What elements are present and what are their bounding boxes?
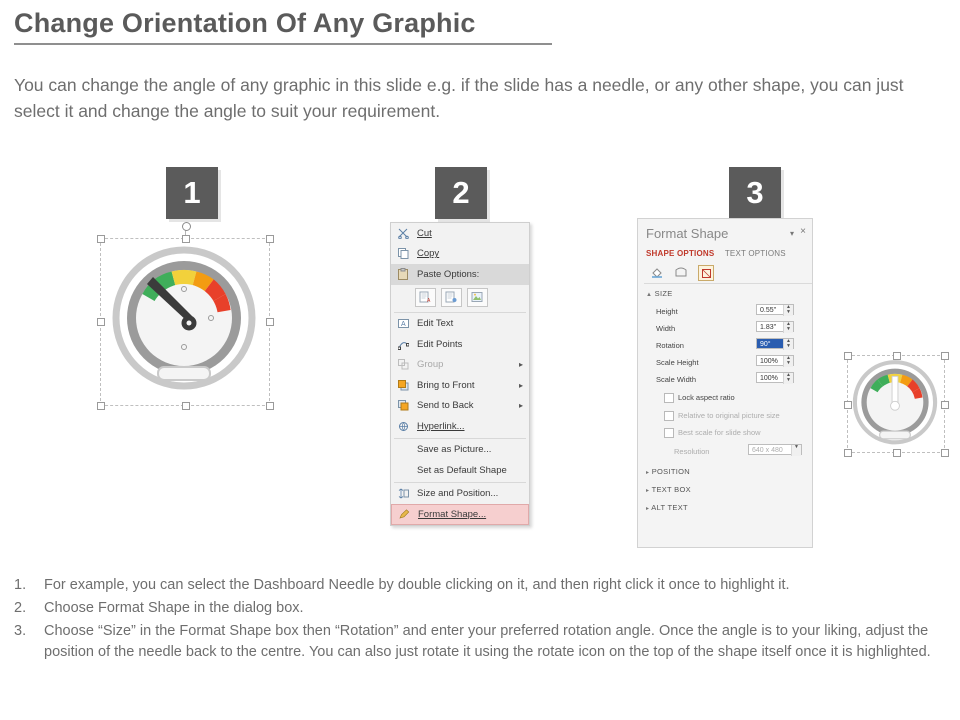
- chevron-right-icon: ▸: [646, 488, 650, 494]
- field-width-label: Width: [656, 324, 676, 333]
- format-shape-title: Format Shape: [646, 226, 729, 241]
- hyperlink-icon: [395, 419, 411, 434]
- field-rotation-input[interactable]: [756, 338, 794, 349]
- chevron-down-icon[interactable]: ▼: [791, 445, 801, 456]
- spinner-rotation-icon[interactable]: ▲ ▼: [783, 339, 793, 350]
- menu-separator-3: [394, 482, 526, 483]
- format-shape-pane[interactable]: [637, 218, 813, 548]
- resize-handle-nw[interactable]: [97, 235, 105, 243]
- close-icon[interactable]: ×: [800, 226, 806, 237]
- menu-item-save-as-picture[interactable]: [391, 440, 529, 461]
- field-width-input[interactable]: [756, 321, 794, 332]
- field-height-input[interactable]: [756, 304, 794, 315]
- instruction-item-3: [14, 621, 944, 663]
- menu-item-paste-options-label: Paste Options:: [417, 268, 480, 280]
- svg-text:A: A: [427, 298, 431, 303]
- field-resolution-value: 640 x 480: [752, 447, 783, 454]
- section-alt-text[interactable]: [646, 503, 688, 512]
- resize-handle-ne[interactable]: [941, 352, 949, 360]
- chevron-right-icon: ▸: [518, 401, 523, 411]
- section-text-box-label: TEXT BOX: [651, 485, 691, 494]
- size-position-icon: [395, 486, 411, 501]
- checkbox-lock-aspect-ratio[interactable]: [664, 393, 674, 403]
- instruction-number-1: 1.: [14, 577, 27, 593]
- bring-front-icon: [395, 378, 411, 393]
- copy-icon: [395, 246, 411, 261]
- field-width-value: 1.83": [760, 324, 777, 331]
- edit-points-icon: [395, 337, 411, 352]
- menu-item-edit-text-label: Edit Text: [417, 318, 454, 330]
- field-scale-height-value: 100%: [760, 358, 778, 365]
- edit-text-icon: [395, 316, 411, 331]
- format-shape-icon-bar[interactable]: [644, 263, 812, 284]
- menu-item-format-shape[interactable]: [391, 504, 529, 525]
- menu-item-size-and-position-label: Size and Position...: [417, 488, 499, 500]
- menu-item-copy[interactable]: [391, 244, 529, 265]
- context-menu[interactable]: [390, 222, 530, 526]
- field-rotation-value: 90°: [760, 341, 771, 348]
- resize-handle-w[interactable]: [97, 318, 105, 326]
- menu-separator-2: [394, 438, 526, 439]
- chevron-right-icon: ▸: [518, 380, 523, 390]
- field-resolution-label: Resolution: [674, 447, 710, 456]
- rotate-handle-icon[interactable]: [182, 222, 191, 231]
- size-properties-icon[interactable]: [698, 265, 714, 281]
- svg-text:A: A: [400, 321, 406, 329]
- chevron-right-icon: ▸: [518, 360, 523, 370]
- resize-handle-s[interactable]: [182, 402, 190, 410]
- menu-item-send-to-back[interactable]: [391, 396, 529, 417]
- menu-item-format-shape-label: Format Shape...: [418, 508, 487, 520]
- menu-item-bring-to-front-label: Bring to Front: [417, 379, 475, 391]
- menu-item-edit-points-label: Edit Points: [417, 338, 463, 350]
- resize-handle-sw[interactable]: [844, 449, 852, 457]
- step-badge-2: 2: [435, 167, 487, 219]
- dashboard-gauge-graphic-step3[interactable]: [849, 358, 941, 450]
- resize-handle-se[interactable]: [266, 402, 274, 410]
- step-badge-3: 3: [729, 167, 781, 219]
- instruction-number-2: 2.: [14, 600, 27, 616]
- field-scale-width-label: Scale Width: [656, 375, 697, 384]
- group-icon: [395, 357, 411, 372]
- page-title: Change Orientation Of Any Graphic: [14, 8, 552, 45]
- fill-bucket-icon[interactable]: [650, 266, 664, 280]
- instruction-item-1: [14, 575, 944, 596]
- checkbox-relative-original-size[interactable]: [664, 411, 674, 421]
- field-height-label: Height: [656, 307, 678, 316]
- menu-item-copy-label: Copy: [417, 248, 440, 260]
- field-scale-width-value: 100%: [760, 375, 778, 382]
- step-badge-1: 1: [166, 167, 218, 219]
- page-subtitle: You can change the angle of any graphic in this slide e.g. if the slide has a needle, or any other shape, you can just select it and change the angle to suit your requirement.: [14, 75, 904, 121]
- menu-item-save-as-picture-label: Save as Picture...: [417, 444, 492, 456]
- format-shape-tabs[interactable]: [646, 249, 786, 258]
- menu-item-group-label: Group: [417, 359, 444, 371]
- tab-text-options[interactable]: TEXT OPTIONS: [724, 249, 786, 258]
- instruction-item-2: [14, 598, 944, 619]
- format-shape-icon: [396, 507, 412, 522]
- menu-item-hyperlink-label: Hyperlink...: [417, 420, 465, 432]
- send-back-icon: [395, 398, 411, 413]
- section-position[interactable]: [646, 467, 690, 476]
- resize-handle-s[interactable]: [893, 449, 901, 457]
- resize-handle-ne[interactable]: [266, 235, 274, 243]
- menu-item-size-and-position[interactable]: [391, 484, 529, 505]
- field-scale-height-input[interactable]: [756, 355, 794, 366]
- instruction-number-3: 3.: [14, 623, 27, 639]
- menu-item-group[interactable]: [391, 355, 529, 376]
- dashboard-gauge-graphic-step1[interactable]: [106, 244, 262, 398]
- resize-handle-e[interactable]: [941, 401, 949, 409]
- blank-icon: [395, 442, 411, 457]
- menu-item-cut[interactable]: [391, 223, 529, 244]
- resize-handle-n[interactable]: [182, 235, 190, 243]
- paste-icon: [395, 267, 411, 282]
- section-size[interactable]: [646, 289, 673, 298]
- resize-handle-se[interactable]: [941, 449, 949, 457]
- section-size-label: SIZE: [654, 289, 673, 298]
- menu-item-hyperlink[interactable]: [391, 416, 529, 437]
- chevron-right-icon: ▸: [646, 470, 650, 476]
- spinner-scale-height-icon[interactable]: ▲ ▼: [783, 356, 793, 367]
- field-height-value: 0.55": [760, 307, 777, 314]
- chevron-right-icon: ▸: [646, 506, 650, 512]
- paste-keep-formatting-icon[interactable]: [415, 288, 436, 307]
- menu-item-paste-options[interactable]: [391, 264, 529, 285]
- section-alt-text-label: ALT TEXT: [651, 503, 688, 512]
- paste-merge-icon[interactable]: [441, 288, 462, 307]
- menu-item-edit-text[interactable]: [391, 314, 529, 335]
- spinner-height-icon[interactable]: ▲ ▼: [783, 305, 793, 316]
- section-position-label: POSITION: [651, 467, 690, 476]
- menu-separator-1: [394, 312, 526, 313]
- tab-shape-options[interactable]: SHAPE OPTIONS: [646, 249, 715, 258]
- scissors-icon: [395, 226, 411, 241]
- checkbox-relative-original-size-label: Relative to original picture size: [678, 411, 780, 420]
- menu-item-send-to-back-label: Send to Back: [417, 400, 474, 412]
- instruction-text-2: Choose Format Shape in the dialog box.: [44, 600, 304, 616]
- menu-item-bring-to-front[interactable]: [391, 375, 529, 396]
- field-resolution-select[interactable]: [748, 444, 802, 455]
- pentagon-effects-icon[interactable]: [674, 266, 688, 280]
- pane-options-caret-icon[interactable]: ▾: [789, 229, 794, 238]
- instruction-text-1: For example, you can select the Dashboard Needle by double clicking on it, and then right click it once to highlight it.: [44, 577, 790, 593]
- menu-item-set-default-shape-label: Set as Default Shape: [417, 464, 507, 476]
- instructions-list: [14, 575, 944, 665]
- chevron-down-icon: ▲: [646, 292, 653, 298]
- spinner-width-icon[interactable]: ▲ ▼: [783, 322, 793, 333]
- paste-picture-icon[interactable]: [467, 288, 488, 307]
- menu-item-cut-label: Cut: [417, 227, 432, 239]
- menu-item-edit-points[interactable]: [391, 334, 529, 355]
- resize-handle-sw[interactable]: [97, 402, 105, 410]
- blank-icon: [395, 463, 411, 478]
- resize-handle-e[interactable]: [266, 318, 274, 326]
- field-scale-height-label: Scale Height: [656, 358, 699, 367]
- paste-options-row[interactable]: [391, 285, 529, 311]
- spinner-scale-width-icon[interactable]: ▲ ▼: [783, 373, 793, 384]
- instruction-text-3: Choose “Size” in the Format Shape box then “Rotation” and enter your preferred rotation angle. Once the angle is to your liking, adjust the position of the needle back to the centre. You can also just rotate it using the rotate icon on the top of the shape itself once it is highlighted.: [44, 623, 931, 660]
- checkbox-best-scale-slideshow[interactable]: [664, 428, 674, 438]
- field-scale-width-input[interactable]: [756, 372, 794, 383]
- checkbox-best-scale-slideshow-label: Best scale for slide show: [678, 428, 761, 437]
- section-text-box[interactable]: [646, 485, 691, 494]
- field-rotation-label: Rotation: [656, 341, 684, 350]
- checkbox-lock-aspect-ratio-label: Lock aspect ratio: [678, 393, 735, 402]
- menu-item-set-default-shape[interactable]: [391, 460, 529, 481]
